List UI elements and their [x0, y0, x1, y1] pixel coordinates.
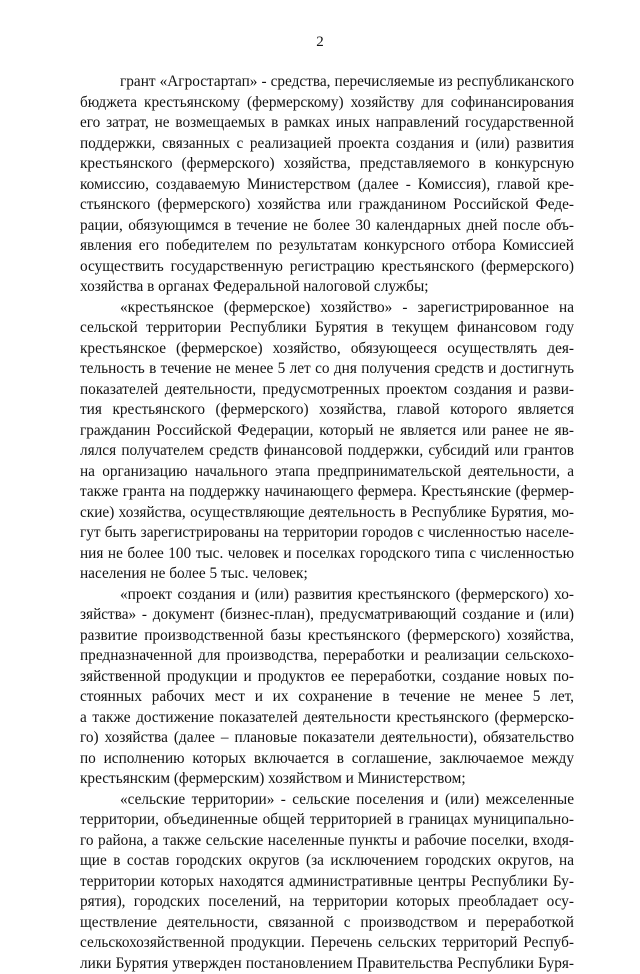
text-line: лялся получателем средств финансовой поддержки, субсидий или грантов: [80, 441, 574, 462]
text-line: гражданин Российской Федерации, который не является или ранее не яв-: [80, 421, 574, 442]
text-line: на организацию начального этапа предпринимательской деятельности, а: [80, 462, 574, 483]
text-line: «сельские территории» - сельские поселения и (или) межселенные: [80, 790, 574, 811]
text-line: гут быть зарегистрированы на территории городов с численностью населе-: [80, 523, 574, 544]
paragraph-rural-territories-definition: [80, 790, 574, 974]
text-line: ские) хозяйства, осуществляющие деятельность в Республике Бурятия, мо-: [80, 503, 574, 524]
text-line: го района, а также сельские населенные пункты и рабочие поселки, входя-: [80, 831, 574, 852]
text-line: стьянского (фермерского) хозяйства или гражданином Российской Феде-: [80, 195, 574, 216]
text-line: развитие производственной базы крестьянского (фермерского) хозяйства,: [80, 626, 574, 647]
text-line: зяйственной продукции и продуктов ее переработки, создание новых по-: [80, 667, 574, 688]
paragraph-farm-definition: [80, 298, 574, 585]
text-line: ния не более 100 тыс. человек и поселках городского типа с численностью: [80, 544, 574, 565]
text-line: показателей деятельности, предусмотренных проектом создания и разви-: [80, 380, 574, 401]
text-line: а также достижение показателей деятельности крестьянского (фермерско-: [80, 708, 574, 729]
text-line: стоянных рабочих мест и их сохранение в течение не менее 5 лет,: [80, 687, 574, 708]
text-line: лики Бурятия утвержден постановлением Правительства Республики Буря-: [80, 954, 574, 974]
text-line: «проект создания и (или) развития крестьянского (фермерского) хо-: [80, 585, 574, 606]
paragraph-project-definition: [80, 585, 574, 790]
text-line: его затрат, не возмещаемых в рамках иных направлений государственной: [80, 113, 574, 134]
text-line: территории которых находятся административные центры Республики Бу-: [80, 872, 574, 893]
text-line: тельность в течение не менее 5 лет со дня получения средств и достигнуть: [80, 359, 574, 380]
paragraph-grant-definition: [80, 72, 574, 298]
text-line: щие в состав городских округов (за исключением городских округов, на: [80, 851, 574, 872]
text-line: рации, обязующимся в течение не более 30 календарных дней после объ-: [80, 216, 574, 237]
text-line: поддержки, связанных с реализацией проекта создания и (или) развития: [80, 134, 574, 155]
text-line: сельскохозяйственной продукции. Перечень сельских территорий Респуб-: [80, 933, 574, 954]
text-line: осуществить государственную регистрацию крестьянского (фермерского): [80, 257, 574, 278]
text-line: предназначенной для производства, переработки и реализации сельскохо-: [80, 646, 574, 667]
text-line: хозяйства в органах Федеральной налоговой службы;: [80, 277, 574, 298]
page-number: 2: [0, 33, 640, 51]
text-line: го) хозяйства (далее – плановые показатели деятельности), обязательство: [80, 728, 574, 749]
text-line: рятия), городских поселений, на территории которых преобладает осу-: [80, 892, 574, 913]
text-line: комиссию, создаваемую Министерством (далее - Комиссия), главой кре-: [80, 175, 574, 196]
text-line: тия крестьянского (фермерского) хозяйства, главой которого является: [80, 400, 574, 421]
text-line: крестьянским (фермерским) хозяйством и Министерством;: [80, 769, 574, 790]
text-line: населения не более 5 тыс. человек;: [80, 564, 574, 585]
text-line: сельской территории Республики Бурятия в текущем финансовом году: [80, 318, 574, 339]
text-line: ществление деятельности, связанной с производством и переработкой: [80, 913, 574, 934]
text-line: бюджета крестьянскому (фермерскому) хозяйству для софинансирования: [80, 93, 574, 114]
text-line: территории, объединенные общей территорией в границах муниципально-: [80, 810, 574, 831]
document-body: [80, 72, 574, 974]
text-line: зяйства» - документ (бизнес-план), предусматривающий создание и (или): [80, 605, 574, 626]
text-line: явления его победителем по результатам конкурсного отбора Комиссией: [80, 236, 574, 257]
text-line: крестьянское (фермерское) хозяйство, обязующееся осуществлять дея-: [80, 339, 574, 360]
text-line: по исполнению которых включается в соглашение, заключаемое между: [80, 749, 574, 770]
text-line: также гранта на поддержку начинающего фермера. Крестьянские (фермер-: [80, 482, 574, 503]
text-line: грант «Агростартап» - средства, перечисляемые из республиканского: [80, 72, 574, 93]
text-line: «крестьянское (фермерское) хозяйство» - зарегистрированное на: [80, 298, 574, 319]
text-line: крестьянского (фермерского) хозяйства, представляемого в конкурсную: [80, 154, 574, 175]
